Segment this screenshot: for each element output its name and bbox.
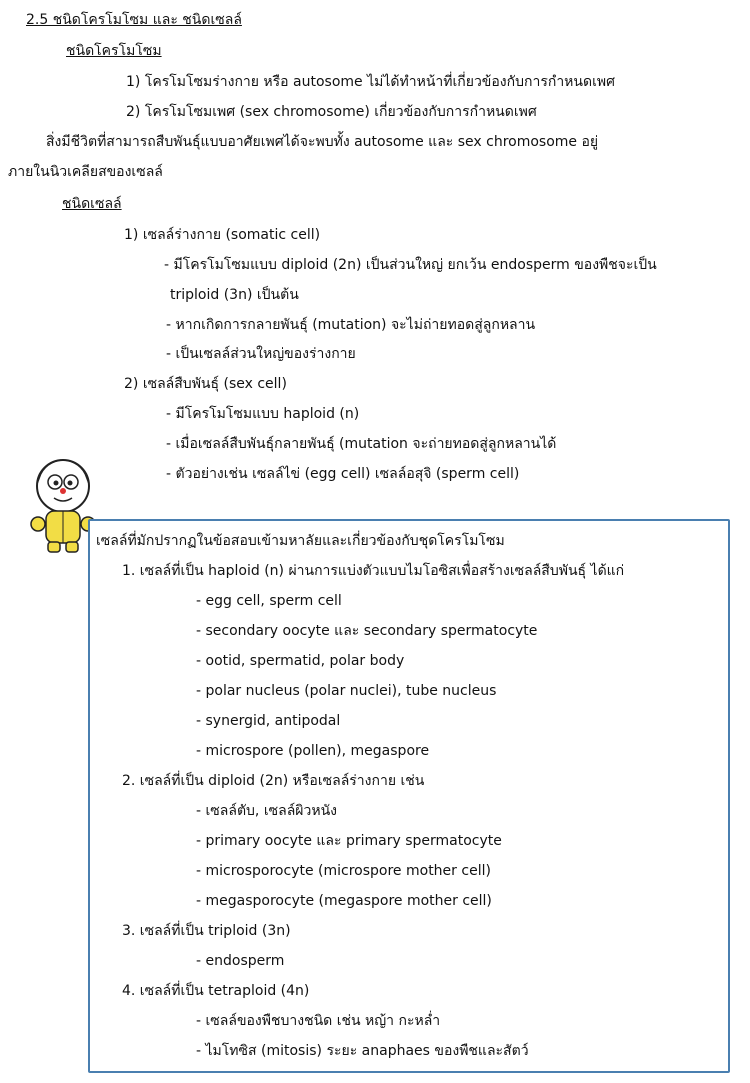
haploid-item-1: - egg cell, sperm cell xyxy=(196,593,342,609)
section-heading: 2.5 ชนิดโครโมโซม และ ชนิดเซลล์ xyxy=(26,12,242,28)
group-diploid-title: 2. เซลล์ที่เป็น diploid (2n) หรือเซลล์ร่างกาย เช่น xyxy=(122,773,425,789)
chromosome-type-2: 2) โครโมโซมเพศ (sex chromosome) เกี่ยวข้องกับการกำหนดเพศ xyxy=(126,104,537,120)
diploid-item-1: - เซลล์ตับ, เซลล์ผิวหนัง xyxy=(196,803,337,819)
somatic-bullet-1-cont: triploid (3n) เป็นต้น xyxy=(170,287,299,303)
somatic-bullet-3: - เป็นเซลล์ส่วนใหญ่ของร่างกาย xyxy=(166,346,356,362)
haploid-item-3: - ootid, spermatid, polar body xyxy=(196,653,405,669)
diploid-item-3: - microsporocyte (microspore mother cell) xyxy=(196,863,491,879)
sex-bullet-2: - เมื่อเซลล์สืบพันธุ์กลายพันธุ์ (mutation จะถ่ายทอดสู่ลูกหลานได้ xyxy=(166,436,557,452)
triploid-item-1: - endosperm xyxy=(196,953,285,969)
somatic-cell-title: 1) เซลล์ร่างกาย (somatic cell) xyxy=(124,227,321,243)
chromosome-types-title: ชนิดโครโมโซม xyxy=(66,43,162,59)
haploid-item-6: - microspore (pollen), megaspore xyxy=(196,743,430,759)
cell-types-title: ชนิดเซลล์ xyxy=(62,196,122,212)
diploid-item-2: - primary oocyte และ primary spermatocyte xyxy=(196,833,502,849)
tetraploid-item-2: - ไมโทซิส (mitosis) ระยะ anaphaes ของพืชและสัตว์ xyxy=(196,1043,529,1059)
paragraph-line-1: สิ่งมีชีวิตที่สามารถสืบพันธุ์แบบอาศัยเพศได้จะพบทั้ง autosome และ sex chromosome อยู่ xyxy=(46,134,599,150)
haploid-item-5: - synergid, antipodal xyxy=(196,713,341,729)
group-haploid-title: 1. เซลล์ที่เป็น haploid (n) ผ่านการแบ่งตัวแบบไมโอซิสเพื่อสร้างเซลล์สืบพันธุ์ ได้แก่ xyxy=(122,563,625,579)
tetraploid-item-1: - เซลล์ของพืชบางชนิด เช่น หญ้า กะหล่ำ xyxy=(196,1013,441,1029)
sex-cell-title: 2) เซลล์สืบพันธุ์ (sex cell) xyxy=(124,376,287,392)
diploid-item-4: - megasporocyte (megaspore mother cell) xyxy=(196,893,492,909)
group-tetraploid-title: 4. เซลล์ที่เป็น tetraploid (4n) xyxy=(122,983,310,999)
paragraph-line-2: ภายในนิวเคลียสของเซลล์ xyxy=(8,164,163,180)
haploid-item-2: - secondary oocyte และ secondary spermatocyte xyxy=(196,623,538,639)
somatic-bullet-2: - หากเกิดการกลายพันธุ์ (mutation) จะไม่ถ่ายทอดสู่ลูกหลาน xyxy=(166,317,536,333)
somatic-bullet-1: - มีโครโมโซมแบบ diploid (2n) เป็นส่วนใหญ่ ยกเว้น endosperm ของพืชจะเป็น xyxy=(164,257,657,273)
chromosome-type-1: 1) โครโมโซมร่างกาย หรือ autosome ไม่ได้ทำหน้าที่เกี่ยวข้องกับการกำหนดเพศ xyxy=(126,74,615,90)
sex-bullet-3: - ตัวอย่างเช่น เซลล์ไข่ (egg cell) เซลล์อสุจิ (sperm cell) xyxy=(166,466,520,482)
exam-box-title: เซลล์ที่มักปรากฏในข้อสอบเข้ามหาลัยและเกี่ยวข้องกับชุดโครโมโซม xyxy=(96,533,505,549)
group-triploid-title: 3. เซลล์ที่เป็น triploid (3n) xyxy=(122,923,291,939)
exam-info-box xyxy=(88,519,730,1073)
haploid-item-4: - polar nucleus (polar nuclei), tube nucleus xyxy=(196,683,497,699)
sex-bullet-1: - มีโครโมโซมแบบ haploid (n) xyxy=(166,406,360,422)
